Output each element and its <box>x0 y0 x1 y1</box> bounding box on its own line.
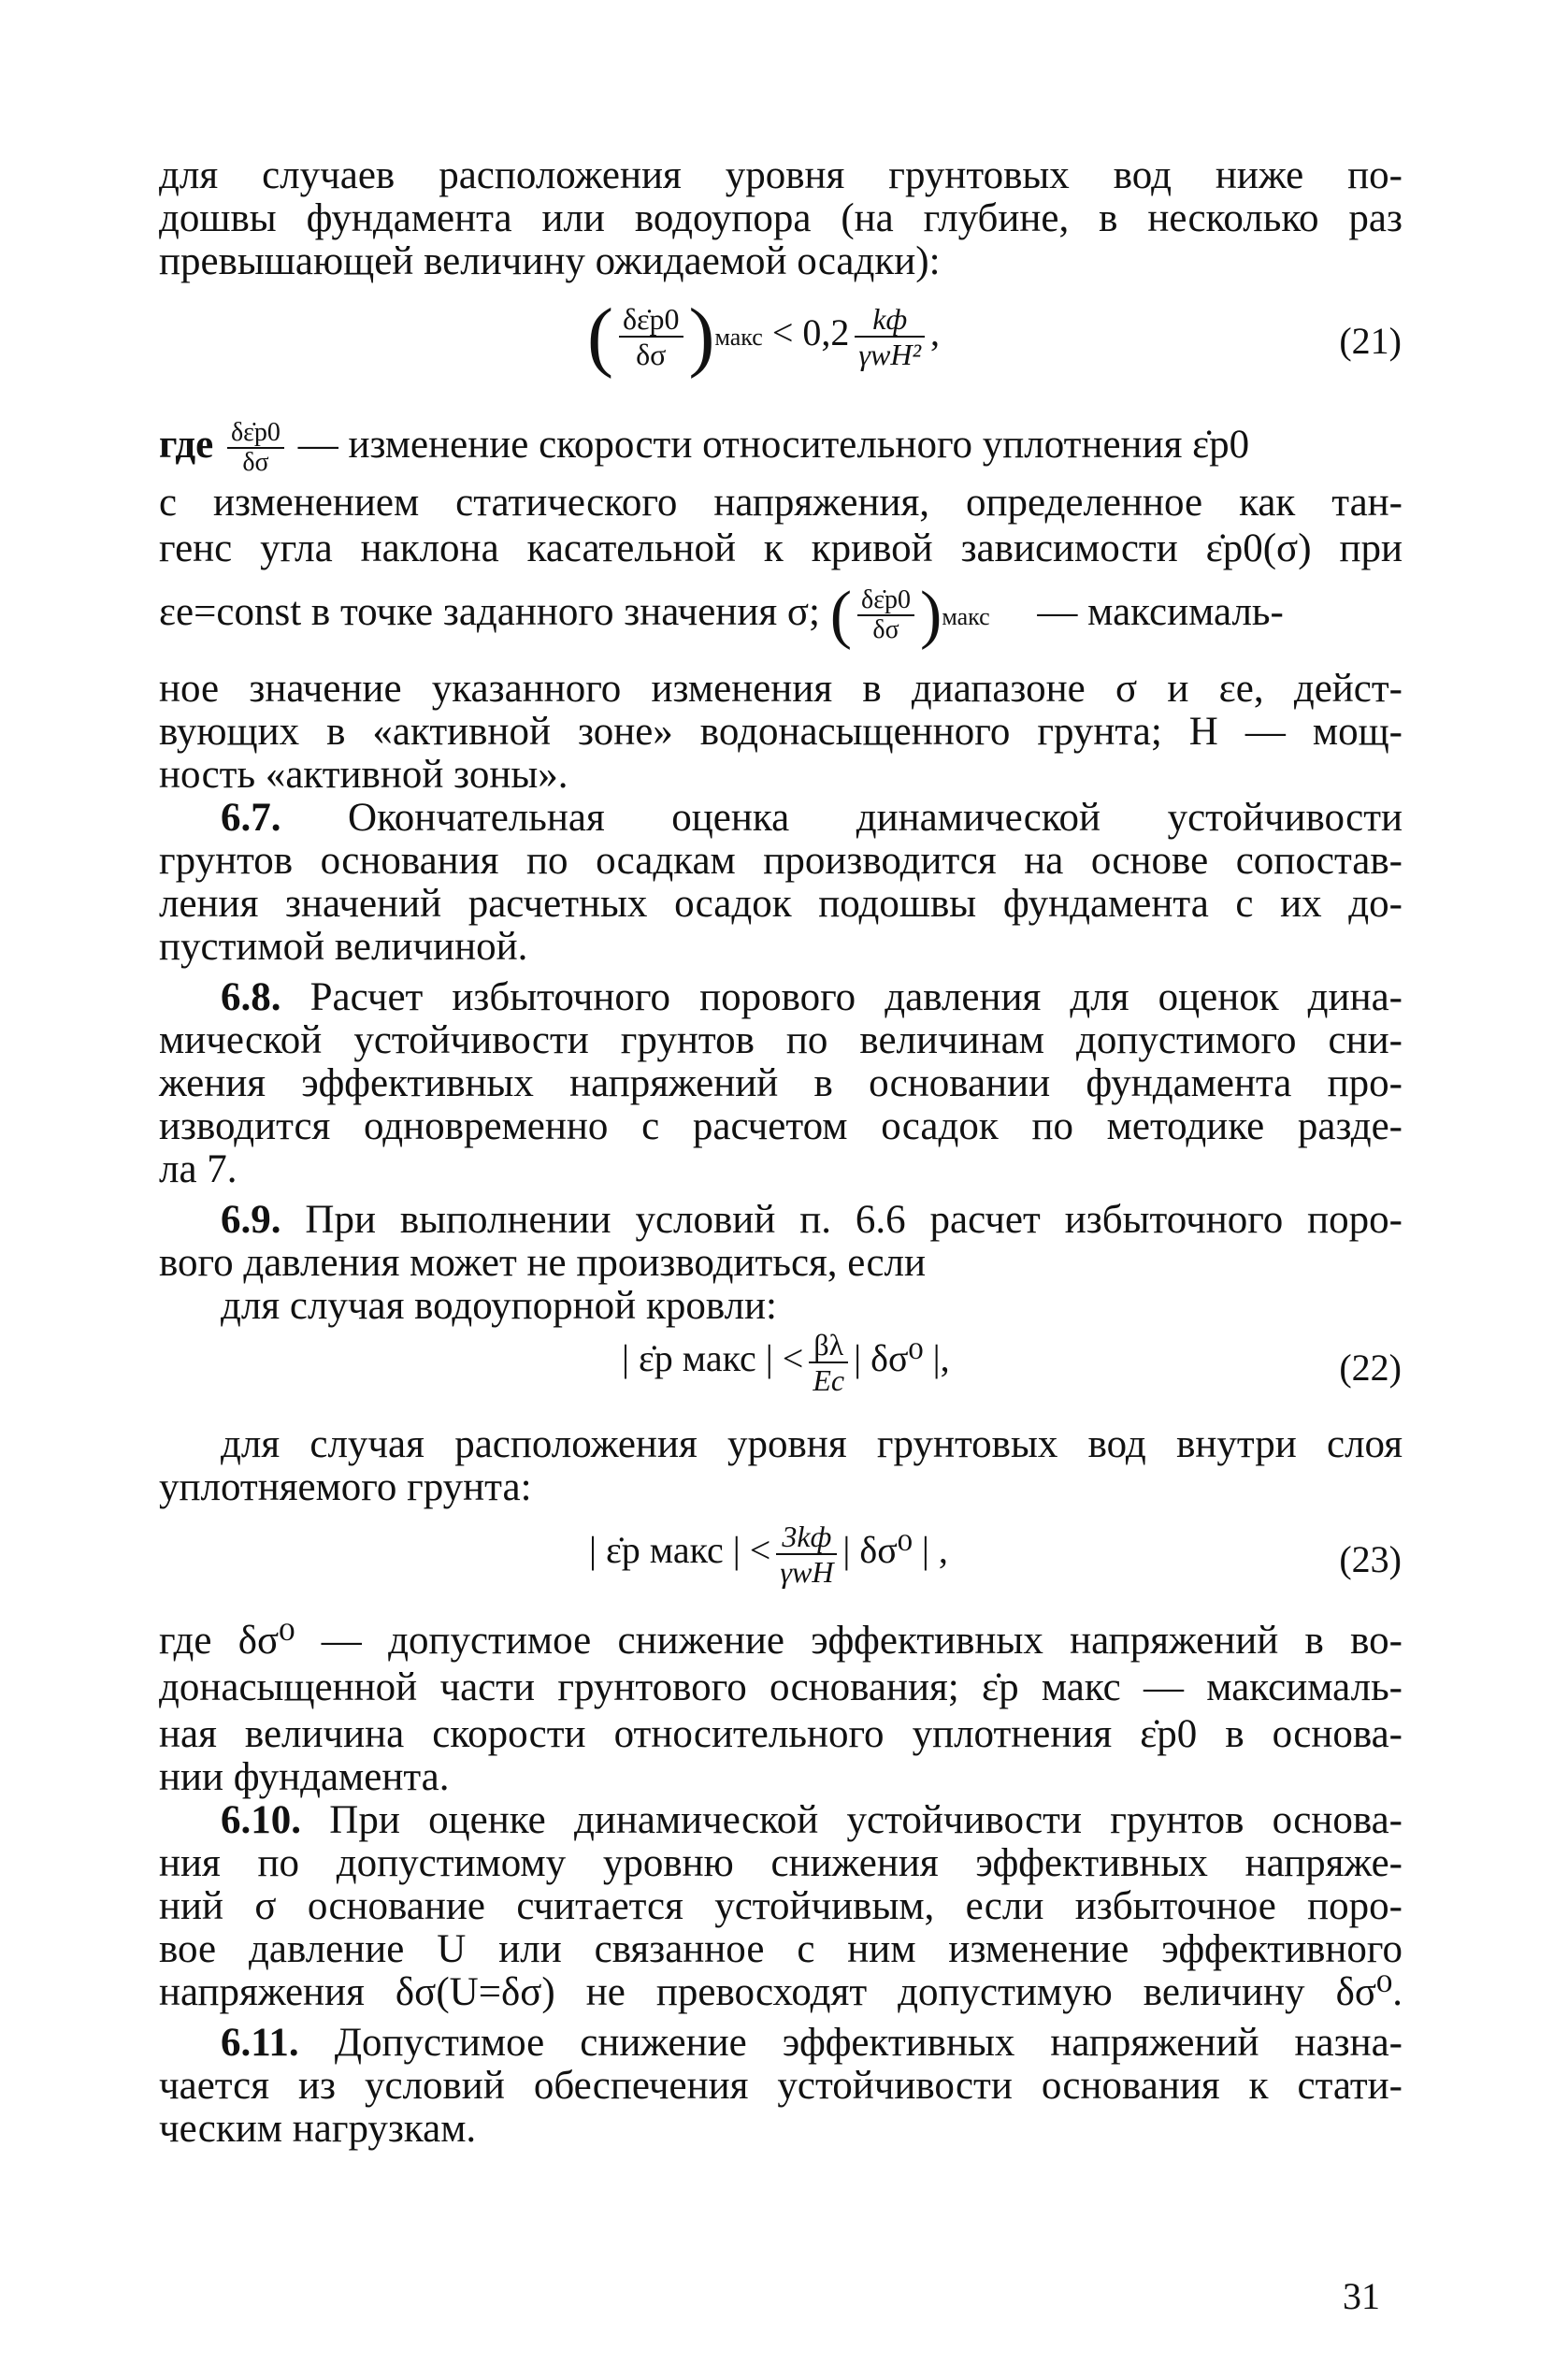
paragraph-6-9-first <box>221 1197 1403 1244</box>
formula-tail: , <box>930 311 941 354</box>
fraction <box>857 586 914 644</box>
paren-left: ( <box>587 293 613 380</box>
where-line <box>159 417 1403 477</box>
paragraph-number: 6.10. <box>221 1798 301 1842</box>
page-number: 31 <box>1343 2275 1380 2317</box>
formula-right: | δσ⁰ |, <box>854 1337 950 1380</box>
text-line: превышающей величину ожидаемой осадки): <box>159 239 941 283</box>
text-line: вого давления может не производиться, если <box>159 1241 927 1285</box>
fraction-denominator: γwH² <box>858 338 922 371</box>
paragraph-6-10-first <box>221 1797 1403 1844</box>
text-line: генс угла наклона касательной к кривой зависимости ε̇p0(σ) при <box>159 526 1403 570</box>
formula-left: | ε̇p макс | < <box>622 1337 804 1380</box>
text-line: для случаев расположения уровня грунтовых вод ниже по- <box>159 153 1403 197</box>
text-line: уплотняемого грунта: <box>159 1465 532 1509</box>
fraction <box>619 302 683 371</box>
text-line: Допустимое снижение эффективных напряжений назна- <box>334 2021 1403 2065</box>
paren-left: ( <box>829 579 853 652</box>
paragraph-6-7-first <box>221 795 1403 842</box>
relation: < 0,2 <box>771 311 850 354</box>
text-line: донасыщенной части грунтового основания; ε̇p макс — максималь- <box>159 1665 1403 1709</box>
text-line: где δσ⁰ — допустимое снижение эффективных напряжений в во- <box>159 1619 1403 1663</box>
subscript-maks: макс <box>714 324 763 352</box>
fraction-denominator: δσ <box>242 448 269 478</box>
paragraph-number: 6.7. <box>221 796 281 840</box>
subscript-maks: макс <box>942 603 990 630</box>
text-line: дошвы фундамента или водоупора (на глубине, в несколько раз <box>159 196 1403 240</box>
fraction-numerator: δε̇p0 <box>227 419 284 449</box>
text-line: ная величина скорости относительного уплотнения ε̇p0 в основа- <box>159 1712 1403 1756</box>
fraction-denominator: δσ <box>636 338 667 371</box>
text-line: При оценке динамической устойчивости грунтов основа- <box>329 1798 1403 1842</box>
fraction-numerator: 3kф <box>776 1520 837 1555</box>
where-text: — изменение скорости относительного уплотнения ε̇p0 <box>297 423 1250 467</box>
text-line: напряжения δσ(U=δσ) не превосходят допустимую величину δσ⁰. <box>159 1970 1403 2014</box>
paragraph-6-11-first <box>221 2020 1403 2067</box>
text-line: чается из условий обеспечения устойчивости основания к стати- <box>159 2064 1403 2108</box>
text-line: мической устойчивости грунтов по величинам допустимого сни- <box>159 1018 1403 1062</box>
fraction-denominator: Ec <box>813 1363 845 1397</box>
text-line: нии фундамента. <box>159 1755 450 1799</box>
text-line: изводится одновременно с расчетом осадок по методике разде- <box>159 1104 1403 1148</box>
formula-23 <box>589 1520 948 1589</box>
ee-text-tail: — максималь- <box>1037 590 1284 634</box>
text-line: жения эффективных напряжений в основании фундамента про- <box>159 1061 1403 1105</box>
text-line: ческим нагрузкам. <box>159 2107 477 2151</box>
paragraph-number: 6.11. <box>221 2021 299 2065</box>
formula-right: | δσ⁰ | , <box>842 1529 948 1572</box>
formula-22 <box>622 1328 950 1397</box>
fraction-numerator: βλ <box>809 1328 848 1363</box>
fraction-numerator: δε̇p0 <box>619 302 683 338</box>
fraction-denominator: γwH <box>780 1555 834 1589</box>
text-line: вующих в «активной зоне» водонасыщенного грунта; H — мощ- <box>159 710 1403 754</box>
fraction-numerator: kф <box>855 302 925 338</box>
paren-right: ) <box>920 579 942 652</box>
text-line: с изменением статического напряжения, определенное как тан- <box>159 481 1403 525</box>
text-line: грунтов основания по осадкам производится на основе сопостав- <box>159 839 1403 883</box>
text-line: ний σ основание считается устойчивым, если избыточное поро- <box>159 1884 1403 1928</box>
paragraph-number: 6.9. <box>221 1198 281 1242</box>
formula-left: | ε̇p макс | < <box>589 1529 771 1572</box>
paragraph-6-8-first <box>221 974 1403 1021</box>
text-line: ления значений расчетных осадок подошвы фундамента с их до- <box>159 882 1403 926</box>
text-line: для случая расположения уровня грунтовых вод внутри слоя <box>221 1422 1403 1466</box>
text-line: ния по допустимому уровню снижения эффективных напряже- <box>159 1841 1403 1885</box>
text-line: для случая водоупорной кровли: <box>221 1284 777 1328</box>
text-line-ee <box>159 575 1403 655</box>
fraction <box>809 1328 848 1397</box>
equation-number: (23) <box>1339 1538 1402 1580</box>
text-line: Окончательная оценка динамической устойчивости <box>348 796 1403 840</box>
ee-text: εe=const в точке заданного значения σ; <box>159 590 820 634</box>
equation-number: (21) <box>1339 320 1402 362</box>
fraction <box>227 419 284 477</box>
where-lead: где <box>159 423 214 467</box>
text-line: Расчет избыточного порового давления для оценок дина- <box>309 975 1403 1019</box>
fraction <box>776 1520 837 1589</box>
paragraph-number: 6.8. <box>221 975 281 1019</box>
text-line: ное значение указанного изменения в диапазоне σ и εe, дейст- <box>159 667 1403 711</box>
fraction-denominator: δσ <box>872 615 899 645</box>
text-line: ла 7. <box>159 1147 237 1191</box>
text-line: ность «активной зоны». <box>159 753 568 797</box>
text-line: вое давление U или связанное с ним изменение эффективного <box>159 1927 1403 1971</box>
equation-number: (22) <box>1339 1347 1402 1389</box>
paren-right: ) <box>688 293 715 380</box>
fraction-numerator: δε̇p0 <box>857 586 914 616</box>
fraction <box>855 302 925 371</box>
text-line: При выполнении условий п. 6.6 расчет избыточного поро- <box>305 1198 1403 1242</box>
text-line: пустимой величиной. <box>159 925 528 969</box>
formula-21 <box>587 293 941 380</box>
